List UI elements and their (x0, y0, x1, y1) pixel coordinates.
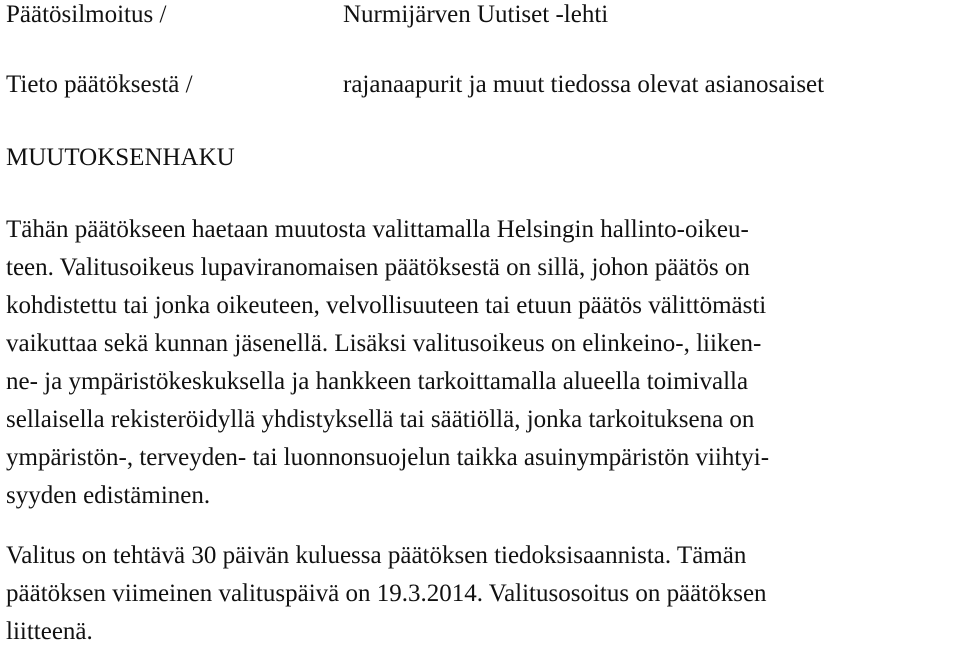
paragraph-line: päätöksen viimeinen valituspäivä on 19.3.2014. Valitusosoitus on päätöksen (6, 580, 767, 607)
decision-info-row (6, 70, 824, 100)
paragraph-line: vaikuttaa sekä kunnan jäsenellä. Lisäksi valitusoikeus on elinkeino-, liiken- (6, 330, 762, 357)
paragraph-line: syyden edistäminen. (6, 482, 211, 509)
section-title: MUUTOKSENHAKU (6, 144, 235, 171)
paragraph-line: sellaisella rekisteröidyllä yhdistyksellä tai säätiöllä, jonka tarkoituksena on (6, 406, 755, 433)
decision-notice-value: Nurmijärven Uutiset -lehti (343, 1, 609, 28)
paragraph-line: teen. Valitusoikeus lupaviranomaisen päätöksestä on sillä, johon päätös on (6, 254, 750, 281)
decision-notice-label: Päätösilmoitus / (6, 1, 167, 28)
decision-info-value: rajanaapurit ja muut tiedossa olevat asianosaiset (343, 71, 825, 98)
paragraph-line: Tähän päätökseen haetaan muutosta valittamalla Helsingin hallinto-oikeu- (6, 216, 749, 243)
decision-info-label: Tieto päätöksestä / (6, 71, 193, 98)
paragraph-line: Valitus on tehtävä 30 päivän kuluessa päätöksen tiedoksisaannista. Tämän (6, 542, 747, 569)
deadline-paragraph (6, 537, 956, 651)
paragraph-line: ne- ja ympäristökeskuksella ja hankkeen tarkoittamalla alueella toimivalla (6, 368, 749, 395)
paragraph-line: kohdistettu tai jonka oikeuteen, velvollisuuteen tai etuun päätös välittömästi (6, 292, 767, 319)
appeal-paragraph (6, 211, 956, 515)
paragraph-line: ympäristön-, terveyden- tai luonnonsuojelun taikka asuinympäristön viihtyi- (6, 444, 770, 471)
decision-notice-row (6, 0, 608, 30)
paragraph-line: liitteenä. (6, 618, 93, 645)
